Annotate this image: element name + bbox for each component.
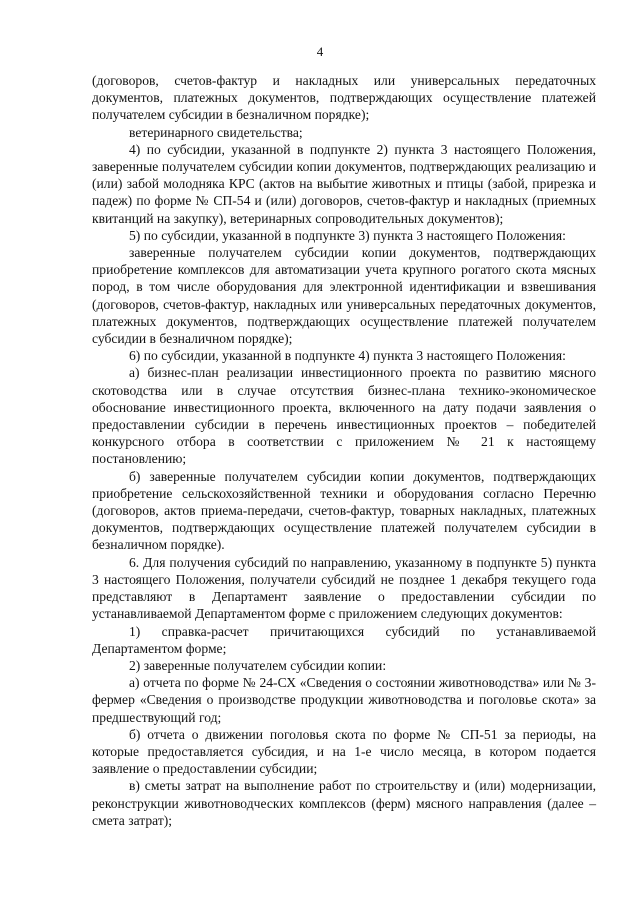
paragraph-list-2a: а) отчета по форме № 24-СХ «Сведения о состоянии животноводства» или № 3-фермер «Сведения о производстве продукции животноводства и поголовье скота» за предшествующий год; — [92, 675, 596, 725]
paragraph-item-6b: б) заверенные получателем субсидии копии документов, подтверждающих приобретение сельскохозяйственной техники и оборудования согласно Перечню (договоров, актов приема-передачи, счетов-фактур, товарных накладных, платежных документов, подтверждающих осуществление платежей получателем субсидии в безналичном порядке). — [92, 468, 596, 553]
paragraph-list-2: 2) заверенные получателем субсидии копии: — [129, 657, 387, 673]
paragraph-continuation: (договоров, счетов-фактур и накладных или универсальных передаточных документов, платежных документов, подтверждающих осуществление платежей получателем субсидии в безналичном порядке); — [92, 73, 596, 123]
paragraph-section-6: 6. Для получения субсидий по направлению, указанному в подпункте 5) пункта 3 настоящего Положения, получатели субсидий не позднее 1 декабря текущего года представляют в Департамент заявление о предоставлении субсидии по устанавливаемой Департаментом форме с приложением следующих документов: — [92, 554, 596, 622]
document-body — [92, 72, 596, 829]
paragraph-item-4: 4) по субсидии, указанной в подпункте 2) пункта 3 настоящего Положения, заверенные получателем субсидии копии документов, подтверждающих реализацию и (или) забой молодняка КРС (актов на выбытие животных и птицы (забой, прирезка и падеж) по форме № СП-54 и (или) договоров, счетов-фактур и накладных (приемных квитанций на закупку), ветеринарных сопроводительных документов); — [92, 141, 596, 226]
page-number: 4 — [316, 44, 324, 59]
paragraph-item-5: 5) по субсидии, указанной в подпункте 3) пункта 3 настоящего Положения: — [129, 227, 566, 243]
paragraph-item-5-documents: заверенные получателем субсидии копии документов, подтверждающих приобретение комплексов для автоматизации учета крупного рогатого скота мясных пород, в том числе оборудования для электронной идентификации и взвешивания (договоров, счетов-фактур, накладных или универсальных передаточных документов, платежных документов, подтверждающих осуществление платежей получателем субсидии в безналичном порядке); — [92, 245, 596, 347]
paragraph-list-2b: б) отчета о движении поголовья скота по форме № СП-51 за периоды, на которые предоставляется субсидия, и на 1-е число месяца, в котором подается заявление о предоставлении субсидии; — [92, 726, 596, 777]
paragraph-item-6: 6) по субсидии, указанной в подпункте 4) пункта 3 настоящего Положения: — [129, 348, 566, 364]
paragraph-vet-certificate: ветеринарного свидетельства; — [129, 124, 303, 140]
paragraph-item-6a: а) бизнес-план реализации инвестиционного проекта по развитию мясного скотоводства или в случае отсутствия бизнес-плана технико-экономическое обоснование инвестиционного проекта, включенного на дату подачи заявления о предоставлении субсидии в перечень инвестиционных проектов – победителей конкурсного отбора в соответствии с приложением № 21 к настоящему постановлению; — [92, 365, 596, 467]
paragraph-list-2v: в) сметы затрат на выполнение работ по строительству и (или) модернизации, реконструкции животноводческих комплексов (ферм) мясного направления (далее – смета затрат); — [92, 778, 596, 828]
paragraph-list-1: 1) справка-расчет причитающихся субсидий по устанавливаемой Департаментом форме; — [92, 623, 596, 656]
